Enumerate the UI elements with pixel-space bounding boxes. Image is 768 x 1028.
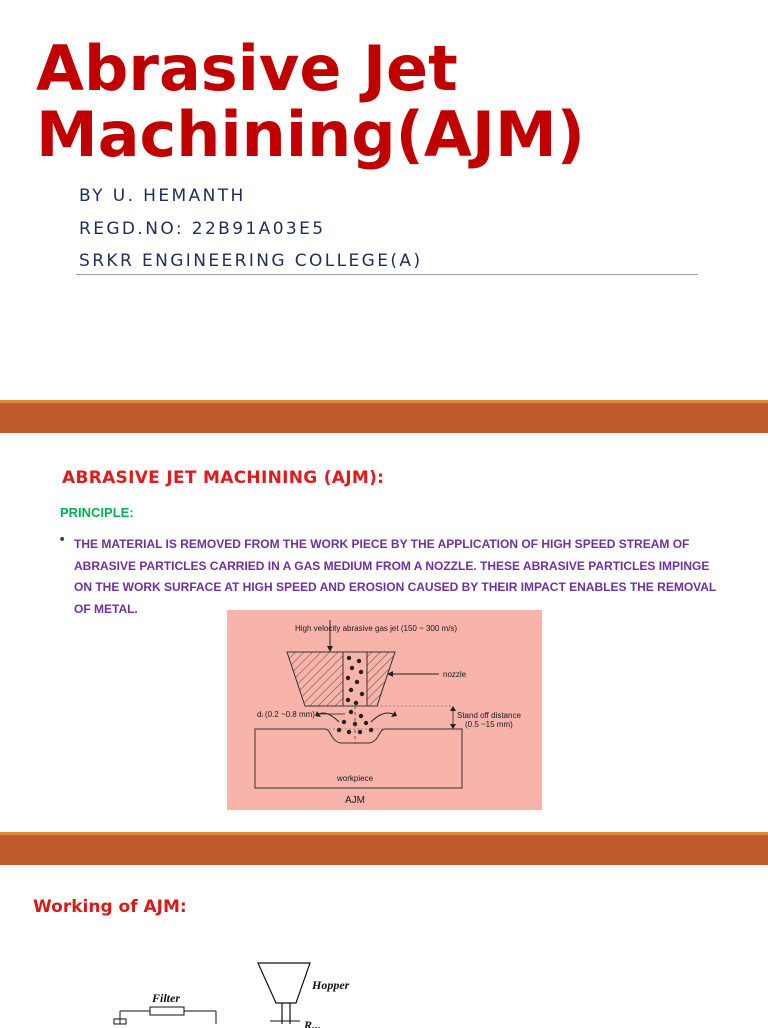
working-diagram (100, 955, 400, 1028)
standoff-range-label: (0.5 ~15 mm) (465, 720, 513, 729)
college-line: SRKR ENGINEERING COLLEGE(A) (79, 251, 423, 271)
subtitle-divider (76, 274, 698, 275)
standoff-arrow-up (450, 706, 456, 711)
filter-label: Filter (152, 991, 181, 1005)
hopper-shape (258, 963, 310, 1003)
filter-box (150, 1007, 184, 1015)
nozzle-body (287, 652, 395, 706)
standoff-arrow-down (450, 724, 456, 729)
bullet-icon: • (58, 532, 67, 548)
working-heading: Working of AJM: (33, 897, 187, 917)
ajm-schematic-figure (227, 610, 542, 810)
standoff-label: Stand off distance (457, 711, 521, 720)
nozzle-label: nozzle (443, 670, 467, 679)
principle-label: PRINCIPLE: (60, 505, 134, 520)
author-line: BY U. HEMANTH (79, 186, 246, 206)
slide-separator-band (0, 832, 768, 865)
slide-title (36, 32, 586, 171)
working-diagram-svg (100, 955, 400, 1028)
figure-caption: AJM (345, 795, 365, 806)
jet-label: High velocity abrasive gas jet (150 ~ 300 m/s) (295, 624, 458, 633)
workpiece-label: workpiece (337, 774, 374, 783)
principle-text: THE MATERIAL IS REMOVED FROM THE WORK PIECE BY THE APPLICATION OF HIGH SPEED STREAM OF ABRASIVE PARTICLES CARRIED IN A GAS MEDIUM FROM A NOZZLE. THESE ABRASIVE PARTICLES IMPINGE ON THE WORK SURFACE AT HIGH SPEED AND EROSION CAUSED BY THEIR IMPACT ENABLES THE REMOVAL OF METAL. (74, 537, 717, 616)
ajm-schematic-svg (227, 610, 542, 810)
jet-arrow-head (327, 646, 333, 652)
hopper-label: Hopper (312, 978, 350, 992)
partial-label: R... (304, 1018, 322, 1028)
title-line-2: Machining(AJM) (36, 98, 586, 171)
diameter-label: dᵢ (0.2 ~0.8 mm) (257, 710, 315, 719)
registration-line: REGD.NO: 22B91A03E5 (79, 219, 326, 239)
slide-separator-band (0, 400, 768, 433)
flow-arrow-right (371, 713, 393, 722)
title-line-1: Abrasive Jet (36, 32, 458, 105)
section-heading: ABRASIVE JET MACHINING (AJM): (62, 468, 385, 488)
